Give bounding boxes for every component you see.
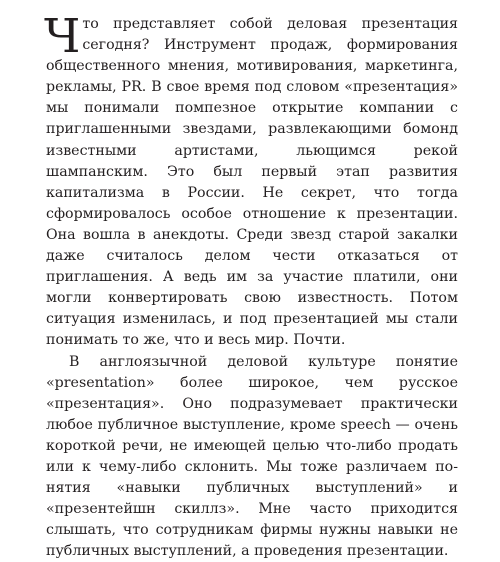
drop-cap: Ч (44, 18, 80, 56)
article-body (46, 14, 458, 562)
paragraph-1 (46, 14, 458, 352)
paragraph-1-text: то представляет собой деловая презентация сегодня? Инструмент продаж, формирования общественного мнения, мотивирования, маркетинга, рекламы, PR. В свое время под словом «презентация» мы понимали помпезное открытие компании с приглашенными звездами, развлекающими бомонд известными артистами, льющимся рекой шампанским. Это был первый этап развития капитализма в России. Не секрет, что тогда сформировалось особое отношение к презентации. Она вошла в анекдоты. Среди звезд старой закалки даже считалось делом чести отказаться от приглашения. А ведь им за участие платили, они могли конвертировать свою известность. Потом ситуация изменилась, и под презентацией мы стали понимать то же, что и весь мир. Почти. (46, 16, 458, 348)
paragraph-2: В англоязычной деловой культуре понятие «presentation» более широкое, чем русское «презентация». Оно подразумевает практически любое публичное выступление, кроме speech — очень короткой речи, не имеющей целью что-либо продать или к чему-либо склонить. Мы тоже различаем понятия «навыки публичных выступлений» и «презентейшн скиллз». Мне часто приходится слышать, что сотрудникам фирмы нужны навыки не публичных выступлений, а проведения презентации. (46, 352, 458, 562)
